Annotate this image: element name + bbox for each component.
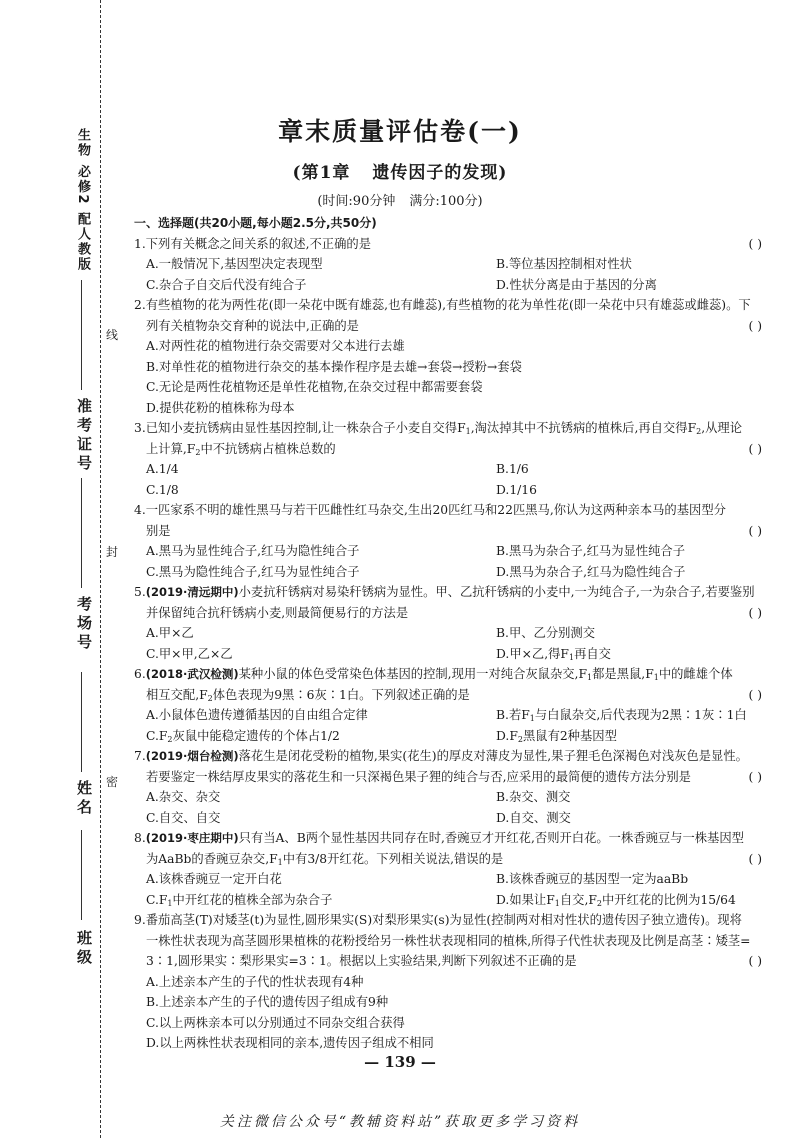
question-2-stem: 2.有些植物的花为两性花(即一朵花中既有雄蕊,也有雌蕊),有些植物的花为单性花(即一朵花中只有雄蕊或雌蕊)。下 xyxy=(134,298,751,312)
question-6-stem-cont: 相互交配$,F_2$体色表现为9黑∶6灰∶1白。下列叙述正确的是 ( ) xyxy=(134,685,774,706)
option-a: A.黑马为显性纯合子,红马为隐性纯合子 xyxy=(146,544,360,558)
field-name-label: 姓名 xyxy=(75,780,93,818)
option-a: A.甲×乙 xyxy=(146,626,194,640)
section-heading: 一、选择题(共20小题,每小题2.5分,共50分) xyxy=(134,216,377,230)
question-3-stem: 3.已知小麦抗锈病由显性基因控制,让一株杂合子小麦自交得$F_1$,淘汰掉其中不抗锈病的植株后,再自交得$F_2$,从理论 xyxy=(134,421,743,436)
question-2-option-d: D.提供花粉的植株称为母本 xyxy=(146,400,295,415)
option-c: C.1/8 xyxy=(146,482,179,497)
question-6-options-ab xyxy=(134,705,774,726)
option-d: D.1/16 xyxy=(496,482,537,497)
answer-paren: ( ) xyxy=(748,236,762,251)
option-d: D.甲×乙,得$F_1$再自交 xyxy=(496,646,611,662)
question-7-options-cd xyxy=(134,808,774,829)
question-5-options-ab xyxy=(134,623,774,644)
marker-seal: 封 xyxy=(106,545,119,559)
question-2-option-b: B.对单性花的植物进行杂交的基本操作程序是去雄→套袋→授粉→套袋 xyxy=(146,359,522,374)
answer-paren: ( ) xyxy=(748,318,762,333)
question-4-options-ab xyxy=(134,541,774,562)
question-2-stem-cont: 列有关植物杂交育种的说法中,正确的是 ( ) xyxy=(134,316,774,337)
question-2-option-a: A.对两性花的植物进行杂交需要对父本进行去雄 xyxy=(146,339,405,353)
option-a: A.杂交、杂交 xyxy=(146,790,221,804)
field-exam-id-label: 准考证号 xyxy=(75,398,93,474)
field-room-label: 考场号 xyxy=(75,596,93,653)
option-c: $C.F_2$灰鼠中能稳定遗传的个体占1/2 xyxy=(146,728,340,744)
exam-time: (时间:90分钟 xyxy=(317,194,396,209)
question-6-options-cd xyxy=(134,726,774,747)
question-1-options-ab xyxy=(134,254,774,275)
page-title: 章末质量评估卷(一) xyxy=(278,117,522,146)
option-d: D.如果让$F_1$自交$,F_2$中开红花的比例为15/64 xyxy=(496,892,736,908)
option-b: B.若$F_1$与白鼠杂交,后代表现为2黑∶1灰∶1白 xyxy=(496,708,747,723)
field-class-label: 班级 xyxy=(75,930,93,968)
option-b: B.杂交、测交 xyxy=(496,790,571,804)
question-list xyxy=(134,213,774,1054)
question-8-stem: 8.(2019·枣庄期中)只有当A、B两个显性基因共同存在时,香豌豆才开红花,否则开白花。一株香豌豆与一株基因型 xyxy=(134,831,744,845)
option-c: C.黑马为隐性纯合子,红马为显性纯合子 xyxy=(146,564,360,579)
question-7-stem: 7.(2019·烟台检测)落花生是闭花受粉的植物,果实(花生)的厚皮对薄皮为显性,果子狸毛色深褐色对浅灰色是显性。 xyxy=(134,749,748,763)
question-9-option-b: B.上述亲本产生的子代的遗传因子组成有9种 xyxy=(146,995,389,1009)
option-c: $C.F_1$中开红花的植株全部为杂合子 xyxy=(146,892,333,908)
option-b: B.1/6 xyxy=(496,462,529,476)
field-exam-id-line-lower xyxy=(81,478,82,588)
question-4-stem: 4.一匹家系不明的雄性黑马与若干匹雌性红马杂交,生出20匹红马和22匹黑马,你认为这两种亲本马的基因型分 xyxy=(134,503,726,517)
question-1-stem: 1.下列有关概念之间关系的叙述,不正确的是 ( ) xyxy=(134,234,774,255)
option-a: A.小鼠体色遗传遵循基因的自由组合定律 xyxy=(146,708,368,722)
chapter-subtitle xyxy=(0,158,800,183)
question-8-options-cd xyxy=(134,890,774,911)
option-b: B.该株香豌豆的基因型一定为aaBb xyxy=(496,872,689,886)
option-c: C.自交、自交 xyxy=(146,810,221,825)
option-d: D.性状分离是由于基因的分离 xyxy=(496,277,657,292)
option-d: $D.F_2$黑鼠有2种基因型 xyxy=(496,728,617,744)
subject-label: 生物 必修2 配人教版 xyxy=(75,128,90,273)
exam-time-score xyxy=(0,190,800,209)
exam-score: 满分:100分) xyxy=(409,194,483,209)
marker-secret: 密 xyxy=(106,775,119,789)
answer-paren: ( ) xyxy=(748,441,762,456)
chapter-number: (第1章 xyxy=(292,163,351,183)
question-8-stem-cont: 为AaBb的香豌豆杂交$,F_1$中有3/8开红花。下列相关说法,错误的是 ( ) xyxy=(134,849,774,870)
question-5-options-cd xyxy=(134,644,774,665)
question-2-option-c: C.无论是两性花植物还是单性花植物,在杂交过程中都需要套袋 xyxy=(146,380,483,394)
marker-line: 线 xyxy=(106,328,119,342)
field-exam-id-line xyxy=(81,280,82,390)
question-7-options-ab xyxy=(134,787,774,808)
option-b: B.甲、乙分别测交 xyxy=(496,626,596,640)
footer-note: 关注微信公众号“教辅资料站”获取更多学习资料 xyxy=(219,1114,581,1130)
question-5-stem: 5.(2019·清远期中)小麦抗秆锈病对易染秆锈病为显性。甲、乙抗秆锈病的小麦中,一为纯合子,一为杂合子,若要鉴别 xyxy=(134,585,755,599)
question-1-options-cd xyxy=(134,275,774,296)
question-9-stem-cont-2: 3∶1,圆形果实∶梨形果实=3∶1。根据以上实验结果,判断下列叙述不正确的是 ( ) xyxy=(134,951,774,972)
option-a: A.1/4 xyxy=(146,462,179,476)
question-9-stem-cont: 一株性状表现为高茎圆形果植株的花粉授给另一株性状表现相同的植株,所得子代性状表现及比例是高茎∶矮茎= xyxy=(146,933,751,948)
option-d: D.自交、测交 xyxy=(496,810,571,825)
source-tag: (2018·武汉检测) xyxy=(145,667,239,681)
source-tag: (2019·清远期中) xyxy=(145,585,239,599)
question-9-stem: 9.番茄高茎(T)对矮茎(t)为显性,圆形果实(S)对梨形果实(s)为显性(控制两对相对性状的遗传因子独立遗传)。现将 xyxy=(134,913,742,927)
question-9-option-c: C.以上两株亲本可以分别通过不同杂交组合获得 xyxy=(146,1015,405,1030)
question-7-stem-cont: 若要鉴定一株结厚皮果实的落花生和一只深褐色果子狸的纯合与否,应采用的最简便的遗传方法分别是 ( ) xyxy=(134,767,774,788)
answer-paren: ( ) xyxy=(748,687,762,702)
question-9-option-d: D.以上两株性状表现相同的亲本,遗传因子组成不相同 xyxy=(146,1036,434,1050)
question-5-stem-cont: 并保留纯合抗秆锈病小麦,则最简便易行的方法是 ( ) xyxy=(134,603,774,624)
question-6-stem: 6.(2018·武汉检测)某种小鼠的体色受常染色体基因的控制,现用一对纯合灰鼠杂交$,F_1$都是黑鼠$,F_1$中的雌雄个体 xyxy=(134,667,733,682)
page-number: — 139 — xyxy=(364,1053,436,1071)
question-4-stem-cont: 别是 ( ) xyxy=(134,521,774,542)
field-name-line xyxy=(81,830,82,920)
source-tag: (2019·烟台检测) xyxy=(145,749,239,763)
answer-paren: ( ) xyxy=(748,954,762,968)
option-a: A.一般情况下,基因型决定表现型 xyxy=(146,257,323,271)
answer-paren: ( ) xyxy=(748,769,762,784)
question-8-options-ab xyxy=(134,869,774,890)
option-c: C.杂合子自交后代没有纯合子 xyxy=(146,277,307,292)
option-b: B.等位基因控制相对性状 xyxy=(496,257,632,271)
question-3-options-ab xyxy=(134,459,774,480)
option-b: B.黑马为杂合子,红马为显性纯合子 xyxy=(496,544,686,558)
question-3-stem-cont: 上计算$,F_2$中不抗锈病占植株总数的 ( ) xyxy=(134,439,774,460)
chapter-title: 遗传因子的发现) xyxy=(372,163,508,183)
field-room-line xyxy=(81,672,82,772)
source-tag: (2019·枣庄期中) xyxy=(145,831,239,845)
question-9-option-a: A.上述亲本产生的子代的性状表现有4种 xyxy=(146,974,364,989)
answer-paren: ( ) xyxy=(748,605,762,620)
option-c: C.甲×甲,乙×乙 xyxy=(146,646,233,661)
question-3-options-cd xyxy=(134,480,774,501)
option-d: D.黑马为杂合子,红马为隐性纯合子 xyxy=(496,564,686,579)
option-a: A.该株香豌豆一定开白花 xyxy=(146,872,282,886)
answer-paren: ( ) xyxy=(748,851,762,866)
answer-paren: ( ) xyxy=(748,523,762,538)
question-4-options-cd xyxy=(134,562,774,583)
